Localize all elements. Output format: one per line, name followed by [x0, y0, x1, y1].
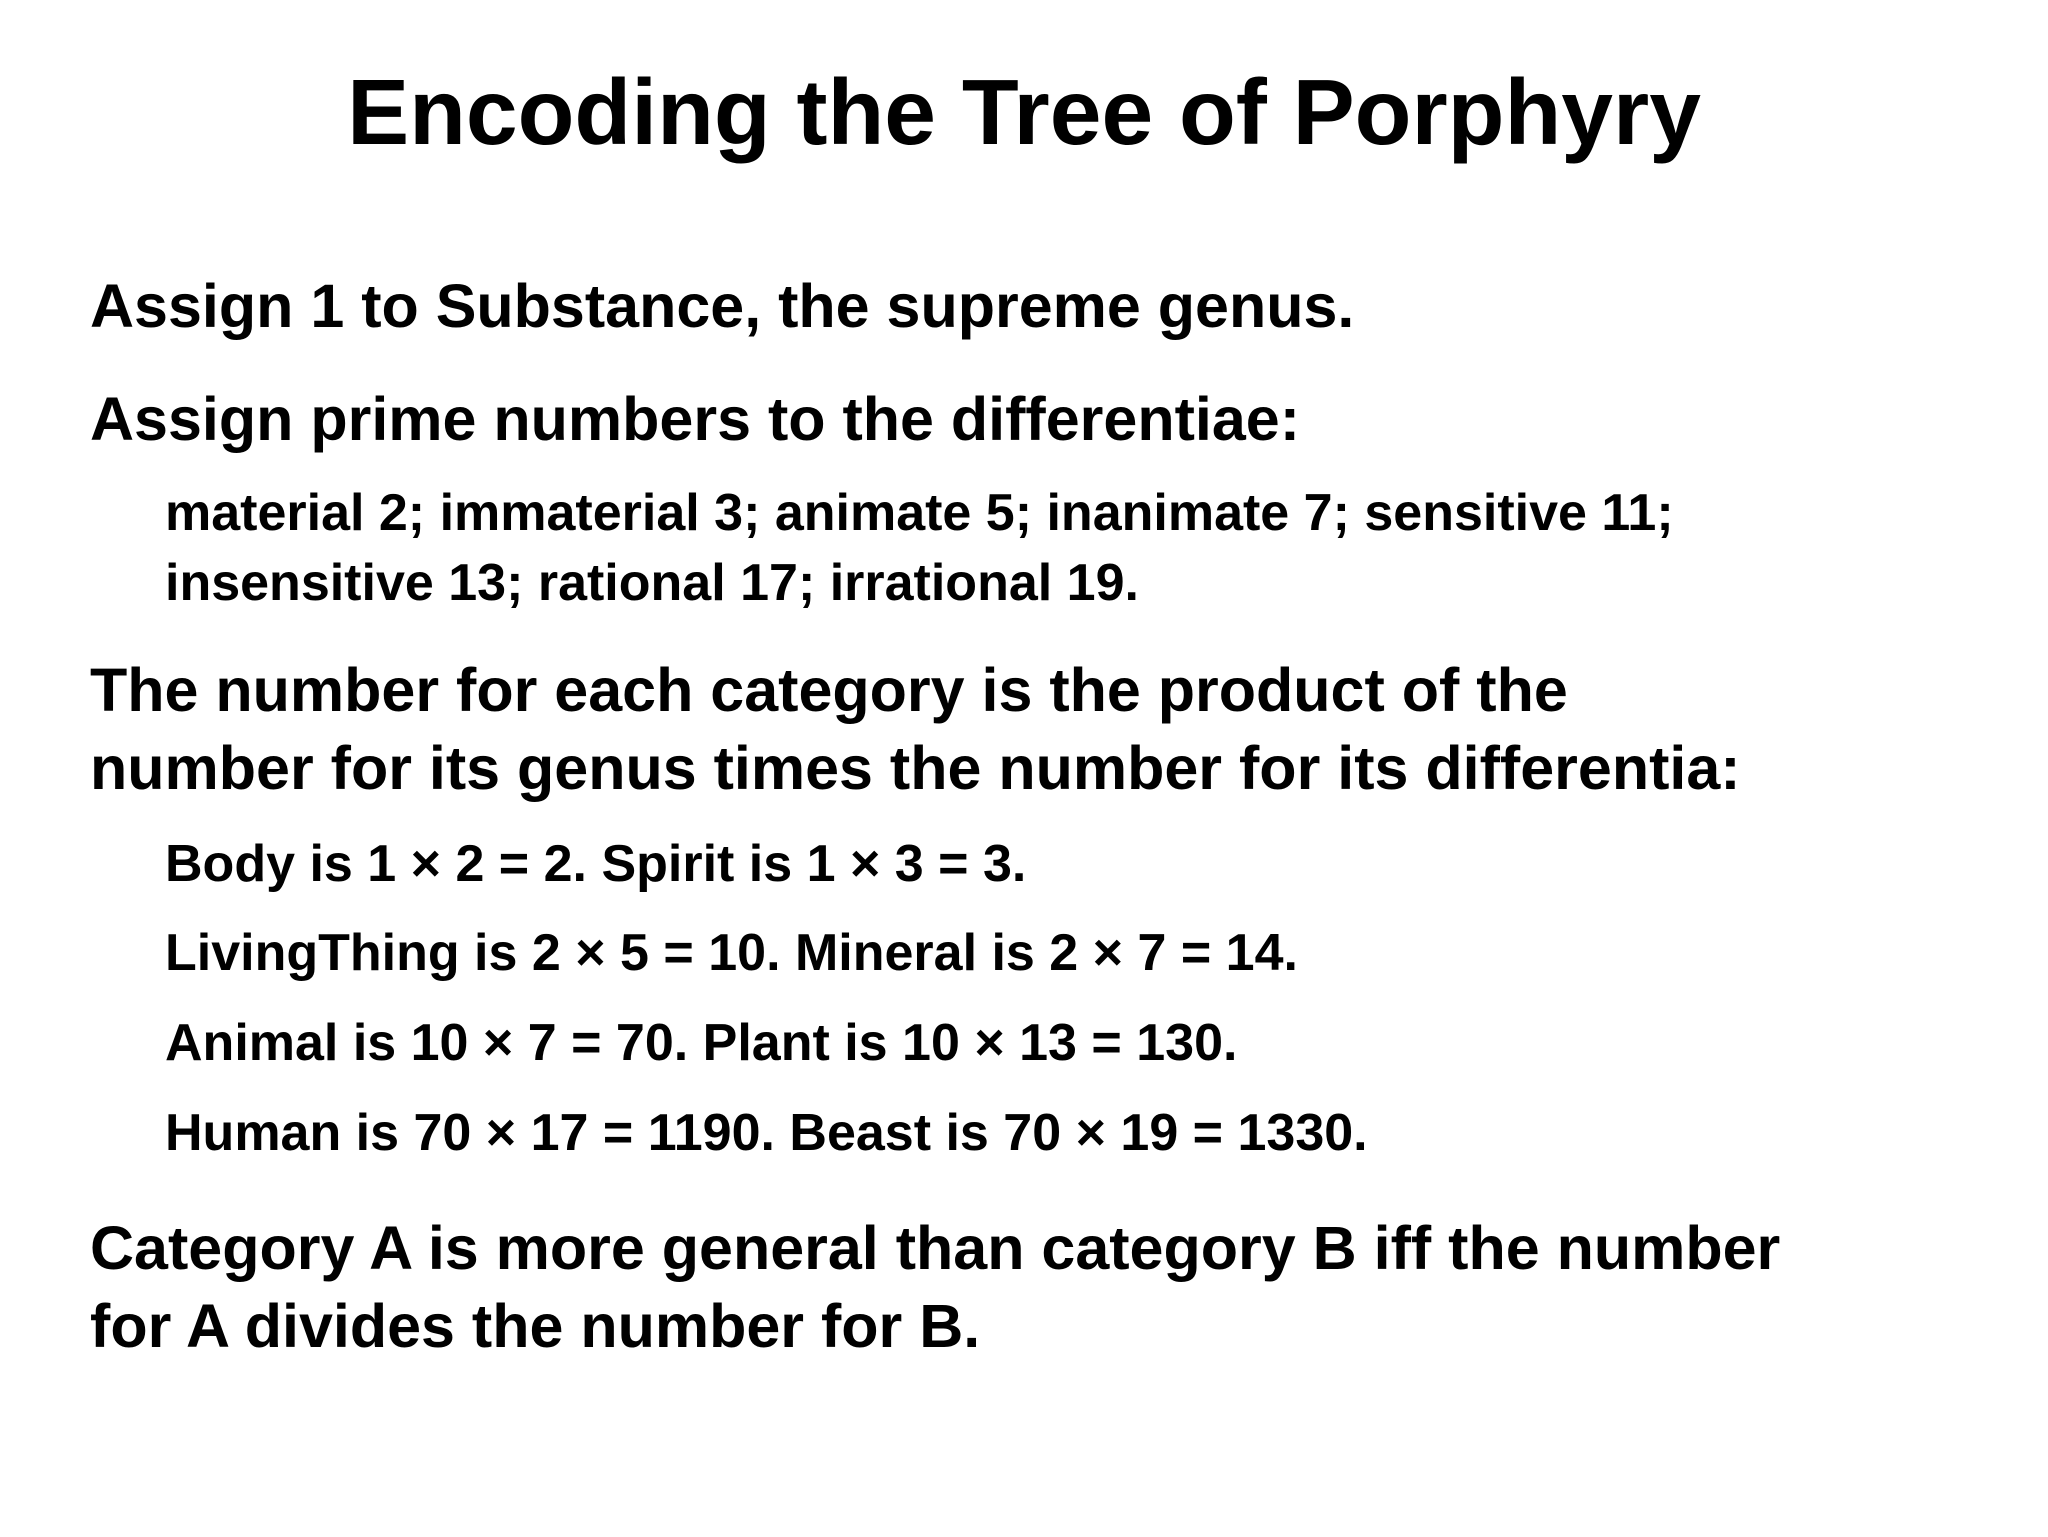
bullet-product-line-2: number for its genus times the number for its differentia: [90, 734, 1741, 802]
sub-bullet-primes-line-1: material 2; immaterial 3; animate 5; inanimate 7; sensitive 11; [165, 484, 1674, 542]
bullet-product-line-1: The number for each category is the product of the [90, 656, 1568, 724]
example-livingthing-mineral: LivingThing is 2 × 5 = 10. Mineral is 2 × 7 = 14. [165, 924, 1298, 982]
bullet-assign-substance: Assign 1 to Substance, the supreme genus. [90, 272, 1355, 340]
example-animal-plant: Animal is 10 × 7 = 70. Plant is 10 × 13 = 130. [165, 1014, 1238, 1072]
slide-title: Encoding the Tree of Porphyry [347, 60, 1701, 164]
bullet-general-line-2: for A divides the number for B. [90, 1292, 981, 1360]
example-human-beast: Human is 70 × 17 = 1190. Beast is 70 × 19 = 1330. [165, 1104, 1368, 1162]
example-body-spirit: Body is 1 × 2 = 2. Spirit is 1 × 3 = 3. [165, 835, 1027, 893]
bullet-general-line-1: Category A is more general than category B iff the number [90, 1214, 1781, 1282]
bullet-assign-primes: Assign prime numbers to the differentiae: [90, 385, 1301, 453]
sub-bullet-primes-line-2: insensitive 13; rational 17; irrational 19. [165, 554, 1139, 612]
